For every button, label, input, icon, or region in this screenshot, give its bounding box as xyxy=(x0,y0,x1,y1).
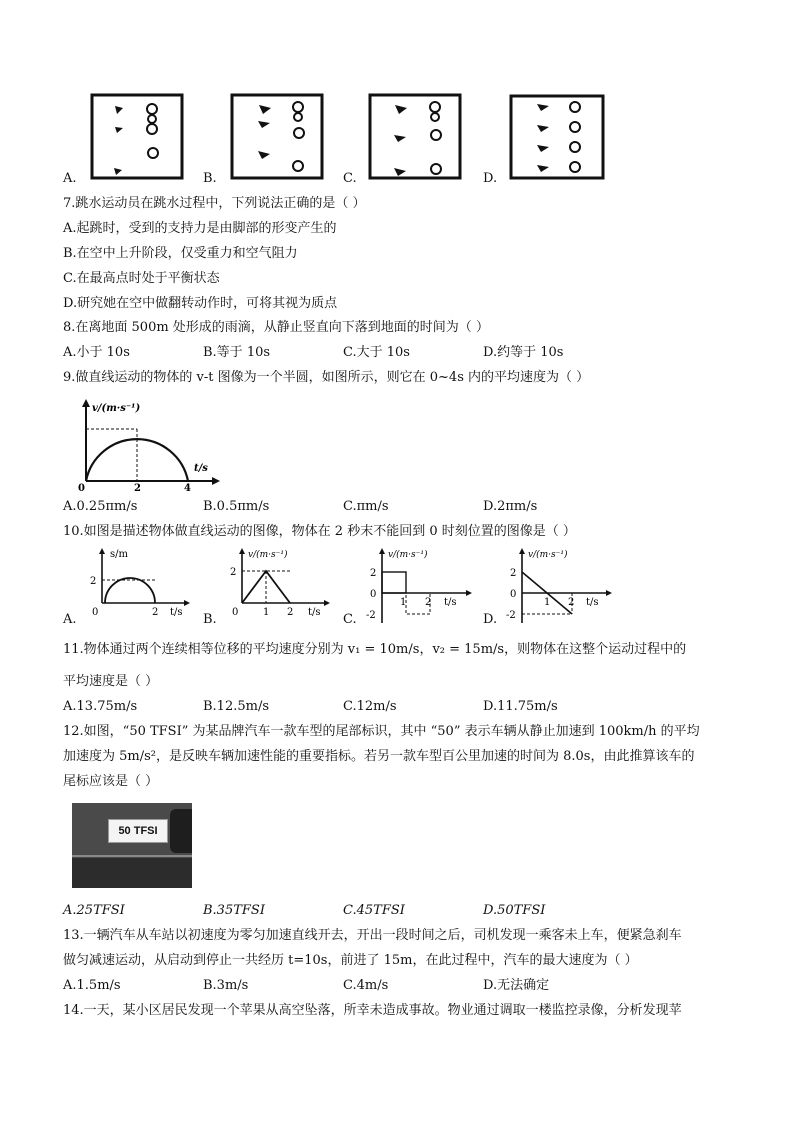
vt-triangle-graph xyxy=(220,545,335,620)
q10c-xtick1: 1 xyxy=(400,597,407,608)
q10b-xtick0: 0 xyxy=(232,607,239,618)
q8-stem: 8.在离地面 500m 处形成的雨滴，从静止竖直向下落到地面的时间为（ ） xyxy=(63,320,489,335)
q8-option-a: A.小于 10s xyxy=(63,345,130,360)
bumper xyxy=(72,858,192,888)
q6-label-d: D. xyxy=(483,171,498,186)
q8-option-d: D.约等于 10s xyxy=(483,345,564,360)
q9-xlabel: t/s xyxy=(194,463,208,474)
q10c-xlabel: t/s xyxy=(444,597,457,608)
q7-stem: 7.跳水运动员在跳水过程中，下列说法正确的是（ ） xyxy=(63,196,366,211)
q9-tick-2: 2 xyxy=(134,483,141,492)
q8-option-c: C.大于 10s xyxy=(343,345,410,360)
q11-option-b: B.12.5m/s xyxy=(203,699,270,714)
q10d-ytick2: 2 xyxy=(510,568,517,579)
q10d-ylabel: v/(m·s⁻¹) xyxy=(528,550,568,560)
q12-option-a: A.25TFSI xyxy=(63,903,125,918)
q12-car-photo xyxy=(72,803,192,888)
trim-band xyxy=(72,855,192,857)
q10c-xtick2: 2 xyxy=(425,597,432,608)
q7-option-b: B.在空中上升阶段，仅受重力和空气阻力 xyxy=(63,246,298,261)
q10c-ytickm2: -2 xyxy=(366,610,376,621)
q10a-ytick: 2 xyxy=(90,576,97,587)
q6-figure-a xyxy=(90,93,185,185)
q12-option-b: B.35TFSI xyxy=(203,903,265,918)
q12-option-c: C.45TFSI xyxy=(343,903,405,918)
q10b-xtick2: 2 xyxy=(287,607,294,618)
q9-ylabel: v/(m·s⁻¹) xyxy=(92,403,141,414)
q10d-xtick1: 1 xyxy=(544,597,551,608)
q10d-xtick2: 2 xyxy=(568,597,575,608)
q12-option-d: D.50TFSI xyxy=(483,903,546,918)
drop-sketch-c-icon xyxy=(368,93,463,181)
q7-option-a: A.起跳时，受到的支持力是由脚部的形变产生的 xyxy=(63,221,337,236)
q11-stem-2: 平均速度是（ ） xyxy=(63,674,159,689)
semicircle-vt-graph xyxy=(72,397,222,492)
q10-label-d: D. xyxy=(483,612,498,627)
q13-option-b: B.3m/s xyxy=(203,978,249,993)
drop-sketch-b-icon xyxy=(230,93,325,181)
q13-option-d: D.无法确定 xyxy=(483,978,550,993)
q10-label-b: B. xyxy=(203,612,217,627)
q9-option-a: A.0.25πm/s xyxy=(63,499,138,514)
q10a-xtick2: 2 xyxy=(152,607,159,618)
q10-label-c: C. xyxy=(343,612,357,627)
q14-line-1: 14.一天，某小区居民发现一个苹果从高空坠落，所幸未造成事故。物业通过调取一楼监控录像，分析发现苹 xyxy=(63,1003,682,1018)
q9-tick-0: 0 xyxy=(78,483,85,492)
q10c-ytick2: 2 xyxy=(370,568,377,579)
q10c-ytick0: 0 xyxy=(370,589,377,600)
q10c-ylabel: v/(m·s⁻¹) xyxy=(388,550,428,560)
q11-option-c: C.12m/s xyxy=(343,699,397,714)
q11-stem: 11.物体通过两个连续相等位移的平均速度分别为 v₁ = 10m/s，v₂ = 15m/s，则物体在这整个运动过程中的 xyxy=(63,642,687,657)
q13-option-a: A.1.5m/s xyxy=(63,978,121,993)
q10d-xlabel: t/s xyxy=(586,597,599,608)
q9-tick-4: 4 xyxy=(184,483,191,492)
q10-graph-d xyxy=(502,545,617,631)
q10a-xtick0: 0 xyxy=(92,607,99,618)
q6-label-c: C. xyxy=(343,171,357,186)
q9-option-b: B.0.5πm/s xyxy=(203,499,270,514)
drop-sketch-d-icon xyxy=(508,93,608,181)
q10d-ytick0: 0 xyxy=(510,589,517,600)
vt-step-graph xyxy=(362,545,477,627)
q10-label-a: A. xyxy=(63,612,77,627)
q10b-xlabel: t/s xyxy=(308,607,321,618)
q6-figure-b xyxy=(230,93,325,185)
q12-line-2: 加速度为 5m/s²，是反映车辆加速性能的重要指标。若另一款车型百公里加速的时间为 8.0s，由此推算该车的 xyxy=(63,749,695,764)
q10b-xtick1: 1 xyxy=(263,607,270,618)
q10-graph-a xyxy=(80,545,195,624)
q11-option-a: A.13.75m/s xyxy=(63,699,138,714)
q10b-ylabel: v/(m·s⁻¹) xyxy=(248,550,288,560)
q9-option-d: D.2πm/s xyxy=(483,499,538,514)
q10-graph-c xyxy=(362,545,477,631)
q9-vt-graph xyxy=(72,397,222,496)
q8-option-b: B.等于 10s xyxy=(203,345,271,360)
q9-option-c: C.πm/s xyxy=(343,499,389,514)
vt-line-graph xyxy=(502,545,617,627)
q13-line-2: 做匀减速运动，从启动到停止一共经历 t=10s，前进了 15m，在此过程中，汽车的最大速度为（ ） xyxy=(63,953,638,968)
q12-line-1: 12.如图，“50 TFSI” 为某品牌汽车一款车型的尾部标识，其中 “50” 表示车辆从静止加速到 100km/h 的平均 xyxy=(63,724,700,739)
q7-option-d: D.研究她在空中做翻转动作时，可将其视为质点 xyxy=(63,296,338,311)
q6-label-a: A. xyxy=(63,171,77,186)
q9-stem: 9.做直线运动的物体的 v-t 图像为一个半圆，如图所示，则它在 0~4s 内的平均速度为（ ） xyxy=(63,370,590,385)
q13-option-c: C.4m/s xyxy=(343,978,389,993)
tfsi-badge: 50 TFSI xyxy=(108,819,168,843)
q11-option-d: D.11.75m/s xyxy=(483,699,558,714)
q10a-xlabel: t/s xyxy=(170,607,183,618)
q10a-ylabel: s/m xyxy=(110,549,128,560)
tail-light xyxy=(170,809,192,853)
q7-option-c: C.在最高点时处于平衡状态 xyxy=(63,271,220,286)
q6-figure-d xyxy=(508,93,608,185)
q10b-ytick: 2 xyxy=(230,567,237,578)
st-semicircle-graph xyxy=(80,545,195,620)
q10-graph-b xyxy=(220,545,335,624)
q10-stem: 10.如图是描述物体做直线运动的图像，物体在 2 秒末不能回到 0 时刻位置的图像是（ ） xyxy=(63,524,576,539)
q6-label-b: B. xyxy=(203,171,217,186)
q10d-ytickm2: -2 xyxy=(506,610,516,621)
q12-line-3: 尾标应该是（ ） xyxy=(63,774,159,789)
drop-sketch-a-icon xyxy=(90,93,185,181)
q13-line-1: 13.一辆汽车从车站以初速度为零匀加速直线开去，开出一段时间之后，司机发现一乘客未上车，便紧急刹车 xyxy=(63,928,682,943)
q6-figure-c xyxy=(368,93,463,185)
